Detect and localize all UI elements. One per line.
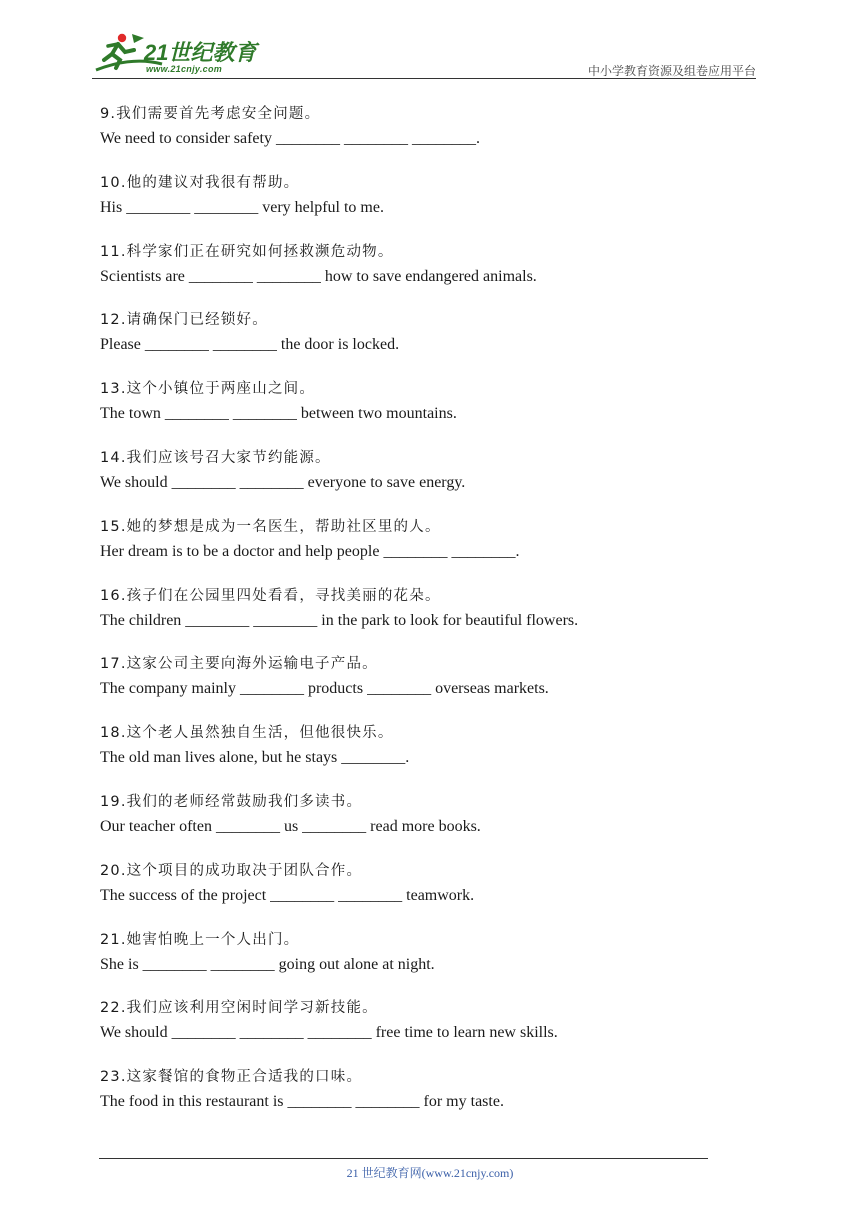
chinese-prompt: 21.她害怕晚上一个人出门。 [100, 931, 300, 948]
english-sentence: Her dream is to be a doctor and help people ________ ________. [100, 542, 520, 560]
exercise-item [100, 378, 720, 447]
logo-wordmark: 21世纪教育 [144, 40, 257, 65]
page-header [92, 30, 756, 78]
english-sentence: The success of the project ________ ________ teamwork. [100, 886, 475, 904]
chinese-prompt: 20.这个项目的成功取决于团队合作。 [100, 862, 363, 879]
exercise-item [100, 722, 720, 791]
english-sentence: She is ________ ________ going out alone at night. [100, 955, 435, 973]
chinese-prompt: 13.这个小镇位于两座山之间。 [100, 381, 316, 398]
exercise-item [100, 103, 720, 172]
chinese-prompt: 16.孩子们在公园里四处看看，寻找美丽的花朵。 [100, 587, 441, 604]
english-sentence: The food in this restaurant is ________ ________ for my taste. [100, 1093, 504, 1111]
chinese-prompt: 15.她的梦想是成为一名医生，帮助社区里的人。 [100, 518, 441, 535]
chinese-prompt: 14.我们应该号召大家节约能源。 [100, 449, 331, 466]
footer-text[interactable]: 21 世纪教育网(www.21cnjy.com) [346, 1166, 514, 1180]
footer-divider [99, 1158, 708, 1159]
exercise-item [100, 447, 720, 516]
chinese-prompt: 11.科学家们正在研究如何拯救濒危动物。 [100, 243, 394, 260]
exercise-item [100, 1066, 720, 1135]
english-sentence: Please ________ ________ the door is locked. [100, 336, 400, 354]
logo [92, 30, 272, 76]
english-sentence: Our teacher often ________ us ________ read more books. [100, 817, 481, 835]
english-sentence: Scientists are ________ ________ how to save endangered animals. [100, 267, 537, 285]
english-sentence: The old man lives alone, but he stays ________. [100, 749, 410, 767]
english-sentence: The children ________ ________ in the park to look for beautiful flowers. [100, 611, 579, 629]
exercise-item [100, 791, 720, 860]
chinese-prompt: 18.这个老人虽然独自生活，但他很快乐。 [100, 725, 394, 742]
exercise-item [100, 585, 720, 654]
english-sentence: His ________ ________ very helpful to me. [100, 198, 384, 216]
logo-url: www.21cnjy.com [146, 64, 223, 74]
chinese-prompt: 12.请确保门已经锁好。 [100, 312, 268, 329]
exercise-item [100, 241, 720, 310]
exercise-item [100, 516, 720, 585]
exercise-item [100, 997, 720, 1066]
english-sentence: We should ________ ________ everyone to save energy. [100, 473, 466, 491]
chinese-prompt: 9.我们需要首先考虑安全问题。 [100, 106, 321, 122]
chinese-prompt: 23.这家餐馆的食物正合适我的口味。 [100, 1069, 363, 1086]
chinese-prompt: 17.这家公司主要向海外运输电子产品。 [100, 656, 378, 673]
exercise-item [100, 929, 720, 998]
header-divider [92, 78, 756, 79]
platform-name: 中小学教育资源及组卷应用平台 [587, 64, 756, 78]
exercise-item [100, 860, 720, 929]
chinese-prompt: 10.他的建议对我很有帮助。 [100, 174, 300, 191]
exercise-item [100, 309, 720, 378]
exercise-list [100, 103, 720, 1135]
english-sentence: We should ________ ________ ________ free time to learn new skills. [100, 1024, 558, 1042]
exercise-item [100, 653, 720, 722]
english-sentence: We need to consider safety ________ ________ ________. [100, 130, 480, 147]
chinese-prompt: 22.我们应该利用空闲时间学习新技能。 [100, 1000, 378, 1017]
chinese-prompt: 19.我们的老师经常鼓励我们多读书。 [100, 793, 363, 810]
exercise-item [100, 172, 720, 241]
english-sentence: The town ________ ________ between two mountains. [100, 405, 457, 423]
english-sentence: The company mainly ________ products ________ overseas markets. [100, 680, 549, 698]
